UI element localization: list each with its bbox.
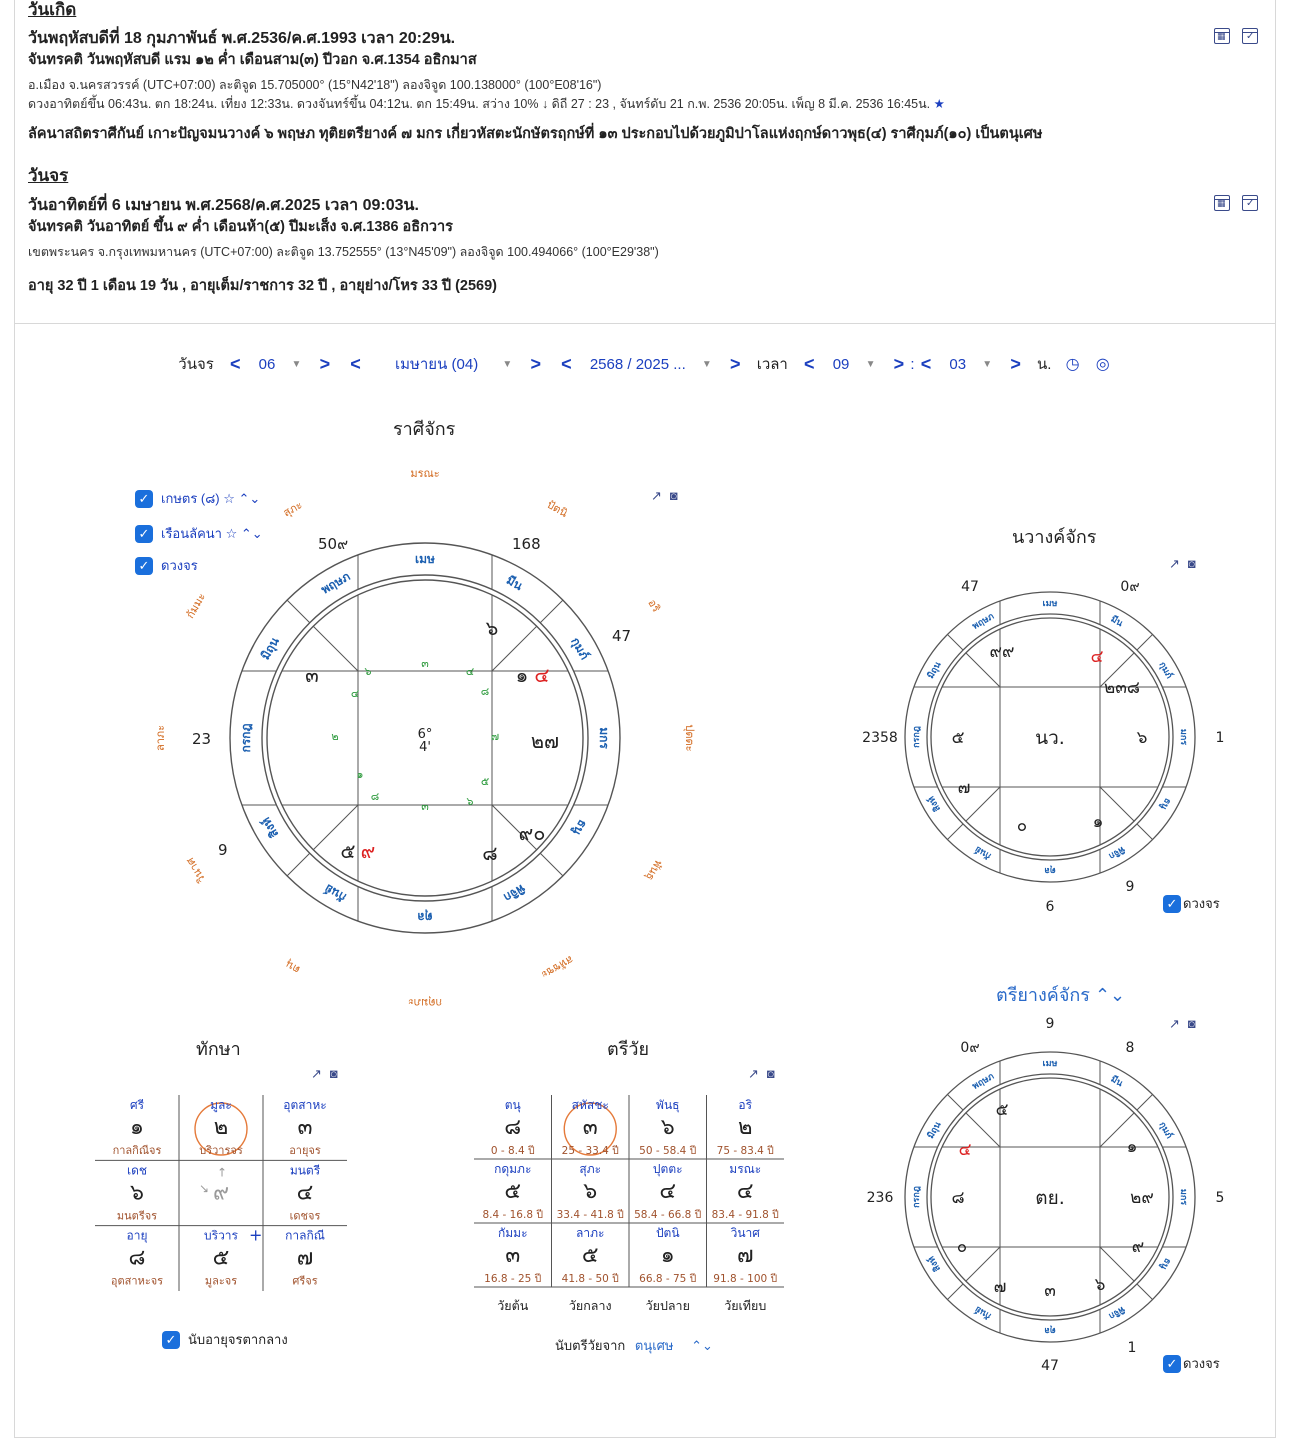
triwai-range: 0 - 8.4 ปี: [490, 1145, 535, 1157]
planet-number: ๑: [1092, 812, 1104, 832]
calendar-icon[interactable]: [1214, 195, 1230, 211]
sign-label: กรกฎ: [912, 1186, 922, 1208]
sign-label: พฤษภ: [970, 1071, 997, 1092]
sign-label: กุมภ์: [1156, 1120, 1174, 1141]
day-next-button[interactable]: >: [319, 353, 331, 374]
kaset-label: เกษตร (๘) ☆ ⌃⌄: [161, 491, 261, 506]
triwai-footer-select[interactable]: ตนุเศษ: [634, 1338, 674, 1353]
taksa-bottom: มนตรีจร: [116, 1209, 158, 1223]
triwai-range: 58.4 - 66.8 ปี: [634, 1209, 702, 1221]
external-link-icon[interactable]: ↗: [748, 1066, 759, 1081]
chart-center-label: นว.: [1035, 727, 1065, 749]
triwai-lines: [474, 1095, 784, 1320]
sign-label: กรกฎ: [239, 723, 253, 753]
star-icon[interactable]: ★: [933, 97, 945, 111]
sign-label: เมษ: [415, 552, 435, 566]
triwai-top: ตนุ: [504, 1098, 521, 1112]
sign-label: มกร: [597, 727, 611, 749]
house-label: ตนุ: [283, 957, 303, 977]
year-prev-button[interactable]: <: [561, 353, 572, 374]
green-number: ๖: [364, 665, 372, 678]
taksa-bottom: ศรีจร: [292, 1274, 318, 1288]
outer-number: 47: [961, 579, 979, 595]
outer-number: 6: [1045, 899, 1055, 915]
navang-title: นวางค์จักร: [1012, 527, 1097, 547]
triwai-range: 75 - 83.4 ปี: [716, 1145, 774, 1157]
taksa-top: มูละ: [210, 1098, 232, 1112]
house-label: ปัตนิ: [544, 497, 570, 520]
rasi-title: ราศีจักร: [393, 419, 456, 439]
external-link-icon[interactable]: ↗: [651, 488, 662, 503]
external-link-icon[interactable]: ↗: [311, 1066, 322, 1081]
birth-lunar: จันทรคติ วันพฤหัสบดี แรม ๑๒ ค่ำ เดือนสาม(๓) ปีวอก จ.ศ.1354 อธิกมาส: [28, 52, 477, 68]
transit-date: วันอาทิตย์ที่ 6 เมษายน พ.ศ.2568/ค.ศ.2025 เวลา 09:03น.: [28, 197, 419, 214]
chevron-down-icon[interactable]: ▼: [291, 358, 302, 370]
time-unit: น.: [1037, 356, 1052, 373]
planet-number: ๐: [956, 1237, 968, 1257]
year-next-button[interactable]: >: [730, 353, 741, 374]
green-number: ๑: [356, 768, 364, 781]
sign-label: มิถุน: [258, 634, 282, 663]
triwai-range: 8.4 - 16.8 ปี: [482, 1209, 544, 1221]
plus-icon: +: [249, 1225, 263, 1245]
planet-number: ๕: [951, 728, 965, 748]
planet-number: ๖: [485, 616, 499, 640]
outer-number: 236: [866, 1190, 894, 1206]
duangjorn-label: ดวงจร: [161, 558, 198, 573]
planet-number-red: ๙: [360, 839, 376, 863]
ring-divider: [540, 853, 563, 876]
sign-label: ธนู: [1157, 1255, 1173, 1272]
triwai-range: 50 - 58.4 ปี: [639, 1145, 697, 1157]
ring-divider: [540, 600, 563, 623]
camera-icon[interactable]: ◙: [669, 488, 678, 503]
sign-label: ตุล: [417, 910, 433, 924]
taksa-lines: [95, 1095, 347, 1291]
camera-icon[interactable]: ◙: [329, 1066, 338, 1081]
arrow-icon: ↘: [199, 1181, 210, 1196]
triwai-col-label: วัยต้น: [497, 1298, 529, 1313]
house-label: กดุมภะ: [407, 996, 443, 1009]
transit-location: เขตพระนคร จ.กรุงเทพมหานคร (UTC+07:00) ละติจูด 13.752555° (13°N45'09") ลองจิจูด 100.494066° (100°E29'38"): [28, 245, 659, 259]
navang-duangjorn-label: ดวงจร: [1183, 896, 1220, 911]
transit-actions: [1214, 195, 1258, 211]
arrow-icon: ↑: [217, 1165, 228, 1180]
navang-duangjorn-checkbox[interactable]: [1163, 893, 1220, 914]
outer-number: 47: [612, 627, 632, 645]
triwai-title: ตรีวัย: [607, 1039, 650, 1059]
triwai-range: 66.8 - 75 ปี: [639, 1273, 697, 1285]
nav-label: วันจร: [178, 356, 214, 373]
triyang-chart: [860, 1010, 1240, 1380]
green-number: ๖: [466, 795, 474, 808]
check-icon[interactable]: ✓: [1163, 1355, 1181, 1373]
birth-section: [28, 0, 1258, 23]
sign-label: กรกฎ: [912, 726, 922, 748]
planet-number: ๕: [995, 1100, 1009, 1120]
check-icon[interactable]: ✓: [135, 525, 153, 543]
hour-next-button[interactable]: >: [893, 353, 905, 374]
ring-divider: [1137, 1284, 1153, 1300]
sign-label: สิงห์: [258, 814, 282, 841]
ring-divider: [1137, 824, 1153, 840]
triwai-range: 41.8 - 50 ปี: [561, 1273, 619, 1285]
triyang-duangjorn-checkbox[interactable]: [1163, 1353, 1220, 1374]
year-select[interactable]: 2568 / 2025 ...: [589, 355, 686, 373]
triwai-range: 25 - 33.4 ปี: [561, 1145, 619, 1157]
planet-number: ๙: [1131, 1237, 1145, 1257]
taksa-grid: [95, 1095, 347, 1291]
sign-label: พิจิก: [501, 881, 528, 905]
chevron-down-icon[interactable]: ▼: [502, 358, 513, 370]
triwai-top: ลาภะ: [576, 1226, 605, 1240]
taksa-top: อุตสาหะ: [283, 1098, 327, 1112]
taksa-number: ๓: [297, 1115, 313, 1140]
taksa-top: อายุ: [126, 1228, 148, 1243]
house-label: กัมมะ: [183, 590, 209, 621]
birth-lagna: ลัคนาสถิตราศีกันย์ เกาะปัญจมนวางค์ ๖ พฤษภ ทุติยตรียางค์ ๗ มกร เกี่ยวหัสตะนักษัตรฤกษ์ที่ ๑๓ ประกอบไปด้วยภูมิปาโลแห่งฤกษ์ดาวพุธ(๔) ราศีกุมภ์(๑๐) เป็นตนุเศษ: [28, 126, 1043, 142]
taksa-number: ๔: [296, 1180, 314, 1206]
green-number: ๓: [421, 800, 429, 813]
green-number: ๘: [480, 685, 490, 698]
day-prev-button[interactable]: <: [229, 353, 241, 374]
check-icon[interactable]: ✓: [162, 1331, 180, 1349]
house-label: วินาศ: [183, 855, 209, 886]
green-number: ๒: [331, 730, 339, 743]
external-link-icon[interactable]: ↗: [1169, 556, 1180, 571]
triwai-range: 16.8 - 25 ปี: [484, 1273, 542, 1285]
birth-location: อ.เมือง จ.นครสวรรค์ (UTC+07:00) ละติจูด 15.705000° (15°N42'18") ลองจิจูด 100.138000° (100°E08'16"): [28, 78, 602, 92]
outer-number: 0๙: [960, 1040, 980, 1056]
planet-number-red: ๔: [958, 1140, 972, 1160]
planet-number: ๘: [951, 1188, 965, 1208]
minute-next-button[interactable]: >: [1010, 353, 1021, 374]
ring-divider: [947, 824, 963, 840]
navang-chart: [860, 575, 1240, 920]
planet-number: ๘: [482, 841, 498, 865]
ruen-lagna-label: เรือนลัคนา ☆ ⌃⌄: [161, 526, 263, 541]
rasi-chart: [130, 460, 730, 1020]
triwai-range: 83.4 - 91.8 ปี: [711, 1209, 779, 1221]
sign-label: พิจิก: [1106, 1303, 1127, 1321]
taksa-number: ๑: [130, 1115, 144, 1140]
ring-divider: [287, 853, 310, 876]
month-prev-button[interactable]: <: [350, 353, 361, 374]
taksa-top: ศรี: [129, 1098, 145, 1112]
sign-label: มกร: [1178, 728, 1188, 746]
triwai-col-label: วัยเทียบ: [724, 1298, 767, 1313]
planet-number-red: ๔: [534, 663, 550, 687]
sign-label: กันย์: [973, 843, 994, 861]
house-label: อริ: [645, 597, 663, 615]
outer-number: 8: [1125, 1040, 1135, 1056]
planet-number-red: ๔: [1090, 647, 1104, 667]
triwai-top: อริ: [738, 1098, 753, 1112]
outer-number: 9: [218, 841, 228, 859]
ring-divider: [287, 600, 310, 623]
minute-prev-button[interactable]: <: [920, 353, 932, 374]
birth-heading: วันเกิด: [28, 0, 77, 19]
sign-label: สิงห์: [926, 794, 944, 813]
triwai-footer-label: นับตรีวัยจาก: [555, 1338, 626, 1353]
camera-icon[interactable]: ◙: [1187, 1016, 1196, 1031]
sun-moon-text: ดวงอาทิตย์ขึ้น 06:43น. ตก 18:24น. เที่ยง 12:33น. ดวงจันทร์ขึ้น 04:12น. ตก 15:49น. สว่าง 10% ↓ ดิถี 27 : 23 , จันทร์ดับ 21 ก.พ. 2536 20:05น. เพ็ญ 8 มี.ค. 2536 16:45น.: [28, 97, 931, 111]
taksa-bottom: กาลกิณีจร: [112, 1144, 162, 1157]
outer-number: 1: [1127, 1340, 1137, 1356]
triwai-top: มรณะ: [729, 1162, 762, 1176]
planet-number: ๖: [1094, 1275, 1106, 1295]
sign-label: มีน: [1108, 614, 1125, 630]
planet-number: ๓: [1044, 1281, 1056, 1301]
triwai-grid: [474, 1095, 784, 1320]
taksa-bottom: เดชจร: [289, 1209, 321, 1223]
triwai-top: สุภะ: [579, 1162, 602, 1176]
triyang-duangjorn-label: ดวงจร: [1183, 1356, 1220, 1371]
triwai-number: ๓: [505, 1243, 521, 1268]
triwai-number: ๕: [504, 1179, 522, 1204]
calendar-icon[interactable]: [1214, 28, 1230, 44]
ring-divider: [947, 634, 963, 650]
outer-number: 47: [1041, 1358, 1059, 1374]
triwai-top: พันธุ: [656, 1098, 680, 1112]
ring-divider: [1137, 634, 1153, 650]
taksa-title: ทักษา: [196, 1039, 241, 1059]
camera-icon[interactable]: ◙: [766, 1066, 775, 1081]
sign-label: ตุล: [1044, 1325, 1056, 1335]
minute-select[interactable]: 03: [949, 355, 967, 373]
green-number: ๗: [490, 730, 500, 743]
taksa-bottom: อายุจร: [289, 1144, 321, 1157]
taksa-number: ๗: [296, 1245, 314, 1271]
house-label: สุภะ: [280, 498, 305, 520]
green-number: ๕: [480, 775, 490, 788]
month-select[interactable]: เมษายน (04): [394, 356, 479, 373]
sign-label: พฤษภ: [318, 569, 353, 597]
taksa-bottom: บริวารจร: [199, 1144, 243, 1157]
taksa-top: มนตรี: [289, 1163, 321, 1178]
time-colon: :: [910, 355, 915, 373]
outer-number: 9: [1125, 879, 1135, 895]
planet-number: ๙๐: [518, 821, 546, 845]
taksa-number: ๕: [212, 1245, 230, 1271]
grid-line: [966, 787, 1000, 821]
triwai-top: ปุตตะ: [652, 1162, 683, 1176]
triwai-top: วินาศ: [730, 1226, 760, 1240]
triyang-title[interactable]: ตรียางค์จักร ⌃⌄: [996, 985, 1126, 1005]
ring-divider: [947, 1094, 963, 1110]
taksa-number: ๖: [130, 1180, 144, 1206]
sign-label: มีน: [504, 572, 525, 594]
green-number: ๔: [350, 687, 360, 700]
triwai-number: ๗: [736, 1243, 754, 1268]
taksa-number: ๘: [128, 1245, 146, 1271]
sign-label: มิถุน: [926, 660, 944, 681]
sign-label: ตุล: [1044, 865, 1056, 875]
check-icon[interactable]: ✓: [135, 490, 153, 508]
transit-lunar: จันทรคติ วันอาทิตย์ ขึ้น ๙ ค่ำ เดือนห้า(๕) ปีมะเส็ง จ.ศ.1386 อธิกวาร: [28, 219, 453, 235]
taksa-top: เดช: [126, 1163, 148, 1178]
outer-number: 9: [1045, 1016, 1055, 1032]
taksa-footer-checkbox[interactable]: [162, 1329, 288, 1350]
ring-divider: [1137, 1094, 1153, 1110]
triwai-top: ปัตนิ: [655, 1226, 680, 1240]
sign-label: สิงห์: [926, 1254, 944, 1273]
sign-label: มกร: [1178, 1188, 1188, 1206]
month-next-button[interactable]: >: [530, 353, 541, 374]
calendar-check-icon[interactable]: [1242, 195, 1258, 211]
grid-line: [492, 626, 537, 671]
planet-number: ๐: [1016, 816, 1028, 836]
navang-actions: [1169, 556, 1196, 572]
birth-actions: [1214, 28, 1258, 44]
target-icon[interactable]: ◎: [1095, 356, 1110, 373]
triwai-actions: [748, 1066, 775, 1082]
planet-number: ๑: [515, 663, 529, 687]
triwai-range: 91.8 - 100 ปี: [713, 1273, 778, 1285]
clock-icon[interactable]: ◷: [1065, 356, 1080, 373]
taksa-bottom: อุตสาหะจร: [110, 1274, 164, 1288]
external-link-icon[interactable]: ↗: [1169, 1016, 1180, 1031]
chevron-down-icon[interactable]: ▼: [701, 358, 712, 370]
sign-label: กันย์: [973, 1303, 994, 1321]
outer-number: 2358: [862, 730, 898, 746]
triwai-number: ๘: [504, 1115, 522, 1140]
chevron-down-icon[interactable]: ▼: [865, 358, 876, 370]
green-number: ๓: [421, 657, 429, 670]
triwai-top: กดุมภะ: [494, 1162, 532, 1176]
triwai-col-label: วัยปลาย: [645, 1298, 690, 1313]
chart-center-label: ตย.: [1035, 1187, 1065, 1209]
triwai-col-label: วัยกลาง: [568, 1298, 612, 1313]
planet-number: ๑: [1126, 1137, 1138, 1157]
calendar-check-icon[interactable]: [1242, 28, 1258, 44]
grid-line: [1100, 787, 1134, 821]
planet-number: ๒๗: [530, 729, 560, 753]
chevron-updown-icon[interactable]: ⌃⌄: [691, 1338, 713, 1353]
sign-label: ธนู: [1157, 795, 1173, 812]
taksa-top: บริวาร: [204, 1228, 238, 1243]
triwai-footer: [555, 1335, 713, 1356]
planet-number: ๗: [993, 1277, 1007, 1297]
divider: [15, 323, 1275, 324]
time-label: เวลา: [756, 356, 788, 373]
triwai-number: ๕: [581, 1243, 599, 1268]
planet-number: ๓: [305, 663, 319, 687]
outer-number: 23: [192, 730, 212, 748]
outer-number: 50๙: [318, 535, 349, 553]
triwai-number: ๑: [660, 1243, 675, 1268]
planet-number: ๕: [340, 839, 356, 863]
transit-heading: วันจร: [28, 166, 69, 185]
planet-number: ๗: [957, 778, 971, 798]
house-label: สหัชชะ: [538, 952, 576, 982]
triwai-number: ๖: [660, 1115, 675, 1140]
day-select[interactable]: 06: [258, 355, 276, 373]
triwai-number: ๔: [659, 1179, 677, 1204]
taksa-top: กาลกิณี: [285, 1228, 325, 1243]
sign-label: มีน: [1108, 1074, 1125, 1090]
sign-label: พฤษภ: [970, 611, 997, 632]
outer-number: 0๙: [1120, 579, 1140, 595]
triwai-top: กัมมะ: [497, 1226, 528, 1240]
birth-date: วันพฤหัสบดีที่ 18 กุมภาพันธ์ พ.ศ.2536/ค.ศ.1993 เวลา 20:29น.: [28, 30, 456, 47]
outer-number: 5: [1215, 1190, 1225, 1206]
hour-select[interactable]: 09: [832, 355, 850, 373]
sign-label: ธนู: [570, 817, 590, 838]
green-number: ๘: [370, 790, 380, 803]
ring-divider: [947, 1284, 963, 1300]
sign-label: กุมภ์: [568, 635, 592, 662]
check-icon[interactable]: ✓: [135, 557, 153, 575]
center-degree: 6°: [417, 727, 433, 742]
taksa-actions: [311, 1066, 338, 1082]
sign-label: กันย์: [322, 881, 349, 905]
triwai-number: ๓: [582, 1115, 598, 1140]
birth-sun-moon: [28, 94, 1258, 114]
check-icon[interactable]: ✓: [1163, 895, 1181, 913]
green-number: ๔: [465, 665, 475, 678]
sign-label: กุมภ์: [1156, 660, 1174, 681]
house-label: พันธุ: [643, 857, 666, 883]
planet-number: ๒๙: [1130, 1188, 1154, 1208]
planet-number: ๖: [1136, 728, 1148, 748]
center-minute: 4': [419, 740, 431, 755]
triwai-top: สหัสชะ: [571, 1098, 609, 1112]
sign-label: มิถุน: [926, 1120, 944, 1141]
chevron-down-icon[interactable]: ▼: [982, 358, 993, 370]
outer-number: 1: [1215, 730, 1225, 746]
camera-icon[interactable]: ◙: [1187, 556, 1196, 571]
transit-age: อายุ 32 ปี 1 เดือน 19 วัน , อายุเต็ม/ราชการ 32 ปี , อายุย่าง/โหร 33 ปี (2569): [28, 278, 497, 294]
grid-line: [313, 626, 358, 671]
house-label: มรณะ: [410, 467, 440, 480]
hour-prev-button[interactable]: <: [804, 353, 815, 374]
planet-number: ๒๓๘: [1104, 678, 1140, 698]
triwai-number: ๒: [737, 1115, 753, 1140]
planet-number: ๙๙: [989, 642, 1015, 662]
taksa-bottom: มูละจร: [204, 1274, 238, 1288]
outer-number: 168: [512, 535, 541, 553]
triwai-number: ๔: [736, 1179, 754, 1204]
sign-label: เมษ: [1042, 1059, 1058, 1069]
triwai-number: ๖: [583, 1179, 598, 1204]
sign-label: พิจิก: [1106, 843, 1127, 861]
taksa-number: ๒: [213, 1115, 229, 1140]
transit-nav: [0, 352, 1290, 376]
triwai-range: 33.4 - 41.8 ปี: [556, 1209, 624, 1221]
house-label: ลาภะ: [154, 724, 167, 752]
sign-label: เมษ: [1042, 599, 1058, 609]
taksa-number: ๙: [212, 1180, 230, 1206]
house-label: ปุตตะ: [683, 724, 696, 752]
taksa-footer-label: นับอายุจรตากลาง: [188, 1332, 288, 1347]
